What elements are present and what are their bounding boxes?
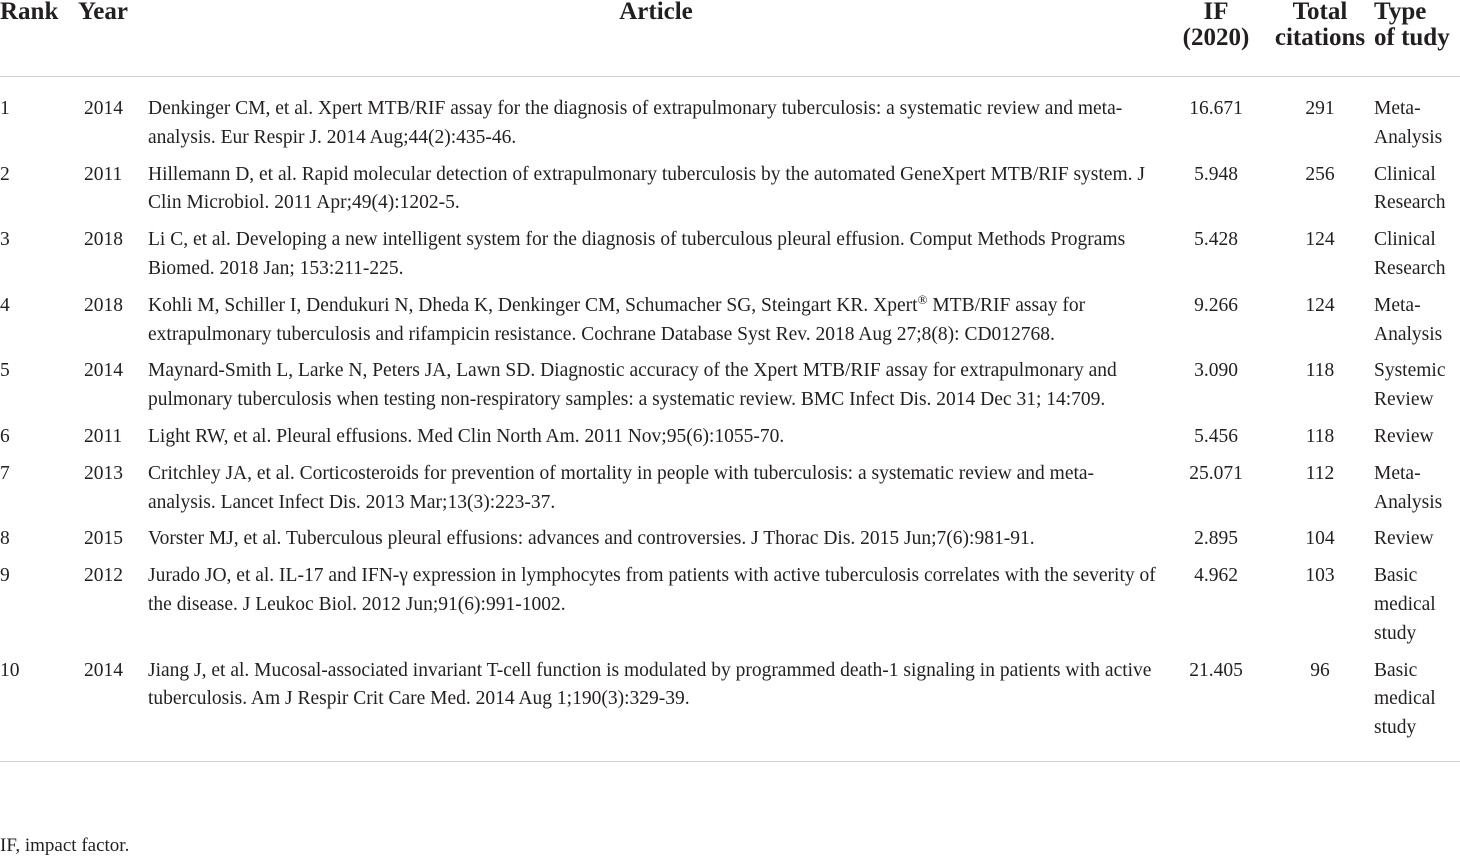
cell-article: Jiang J, et al. Mucosal-associated invariant T-cell function is modulated by programmed death-1 signaling in patients with active tuberculosis. Am J Respir Crit Care Med. 2014 Aug 1;190(3):329-39. <box>148 657 1164 762</box>
cell-rank: 4 <box>0 294 10 316</box>
cell-article: Light RW, et al. Pleural effusions. Med Clin North Am. 2011 Nov;95(6):1055-70. <box>148 425 785 447</box>
cell-impact-factor: 21.405 <box>1164 657 1268 762</box>
article-text-part: MTB/RIF assay for extrapulmonary tuberculosis and rifampicin resistance. Cochrane Database Syst Rev. 2018 Aug 27;8(8): CD012768. <box>148 294 1086 345</box>
header-row <box>0 0 1460 77</box>
table-row <box>0 357 1460 423</box>
cell-impact-factor: 3.090 <box>1194 360 1238 382</box>
header-article: Article <box>148 0 1164 77</box>
cell-type-of-study: Basic medical study <box>1372 657 1460 762</box>
cell-rank: 10 <box>0 657 70 762</box>
cell-total-citations: 118 <box>1305 360 1335 382</box>
header-impact-factor: IF (2020) <box>1164 0 1268 77</box>
cell-article: Critchley JA, et al. Corticosteroids for prevention of mortality in people with tuberculosis: a systematic review and meta-analysis. Lancet Infect Dis. 2013 Mar;13(3):223-37. <box>148 462 1095 513</box>
cell-impact-factor: 4.962 <box>1194 565 1238 587</box>
table-row <box>0 423 1460 460</box>
cell-type-of-study: Review <box>1374 425 1434 447</box>
header-year: Year <box>70 0 148 77</box>
cell-impact-factor: 16.671 <box>1189 98 1243 119</box>
cell-type-of-study: Meta-Analysis <box>1374 294 1443 345</box>
table-row <box>0 657 1460 762</box>
cell-total-citations: 256 <box>1305 163 1335 185</box>
table-row <box>0 161 1460 227</box>
cell-type-of-study: Review <box>1374 528 1434 550</box>
header-rank: Rank <box>0 0 70 77</box>
cell-rank: 1 <box>0 98 10 119</box>
table-row <box>0 292 1460 358</box>
table-row <box>0 562 1460 656</box>
cell-rank: 6 <box>0 425 10 447</box>
cell-type-of-study: Clinical Research <box>1374 163 1446 214</box>
registered-mark: ® <box>917 291 928 307</box>
cell-impact-factor: 25.071 <box>1189 462 1243 484</box>
header-total-citations: Total citations <box>1268 0 1372 77</box>
cell-article <box>148 292 1164 358</box>
cell-article: Jurado JO, et al. IL-17 and IFN-γ expression in lymphocytes from patients with active tuberculosis correlates with the severity of the disease. J Leukoc Biol. 2012 Jun;91(6):991-1002. <box>148 565 1156 615</box>
table-row <box>0 525 1460 562</box>
cell-impact-factor: 5.456 <box>1194 425 1238 447</box>
cell-article: Hillemann D, et al. Rapid molecular detection of extrapulmonary tuberculosis by the automated GeneXpert MTB/RIF system. J Clin Microbiol. 2011 Apr;49(4):1202-5. <box>148 163 1145 214</box>
table-row <box>0 77 1460 161</box>
cell-type-of-study: Systemic Review <box>1374 360 1446 411</box>
cell-rank: 3 <box>0 229 10 251</box>
cell-type-of-study: Meta-Analysis <box>1374 462 1443 513</box>
cell-total-citations: 291 <box>1305 98 1335 119</box>
cell-year: 2015 <box>84 528 123 550</box>
cell-total-citations: 112 <box>1305 462 1335 484</box>
cell-year: 2014 <box>84 98 123 119</box>
cell-total-citations: 96 <box>1268 657 1372 762</box>
cell-article: Denkinger CM, et al. Xpert MTB/RIF assay for the diagnosis of extrapulmonary tuberculosis: a systematic review and meta-analysis. Eur Respir J. 2014 Aug;44(2):435-46. <box>148 98 1123 148</box>
cell-rank: 7 <box>0 462 10 484</box>
cell-year: 2018 <box>84 294 123 316</box>
cell-year: 2014 <box>84 360 123 382</box>
cell-total-citations: 103 <box>1305 565 1335 587</box>
cell-total-citations: 124 <box>1305 294 1335 316</box>
cell-impact-factor: 2.895 <box>1194 528 1238 550</box>
cell-rank: 9 <box>0 565 10 587</box>
article-text-part: Kohli M, Schiller I, Dendukuri N, Dheda K, Denkinger CM, Schumacher SG, Steingart KR. Xpert <box>148 294 918 316</box>
cell-rank: 8 <box>0 528 10 550</box>
cell-rank: 5 <box>0 360 10 382</box>
cell-year: 2014 <box>70 657 148 762</box>
cell-article: Vorster MJ, et al. Tuberculous pleural effusions: advances and controversies. J Thorac Dis. 2015 Jun;7(6):981-91. <box>148 528 1035 550</box>
cell-year: 2012 <box>84 565 123 587</box>
cell-impact-factor: 9.266 <box>1194 294 1238 316</box>
table-row <box>0 226 1460 292</box>
cell-impact-factor: 5.948 <box>1194 163 1238 185</box>
table-footnote: IF, impact factor. <box>0 835 130 856</box>
cell-year: 2011 <box>84 425 123 447</box>
table-row <box>0 460 1460 526</box>
cell-total-citations: 104 <box>1305 528 1335 550</box>
cell-type-of-study: Basic medical study <box>1374 565 1436 644</box>
cell-type-of-study: Clinical Research <box>1374 229 1446 279</box>
cell-year: 2013 <box>84 462 123 484</box>
cell-year: 2011 <box>84 163 123 185</box>
cell-impact-factor: 5.428 <box>1194 229 1238 251</box>
cell-year: 2018 <box>84 229 123 251</box>
cell-article: Maynard-Smith L, Larke N, Peters JA, Lawn SD. Diagnostic accuracy of the Xpert MTB/RIF assay for extrapulmonary and pulmonary tuberculosis when testing non-respiratory samples: a systematic review. BMC Infect Dis. 2014 Dec 31; 14:709. <box>148 360 1117 411</box>
cell-rank: 2 <box>0 163 10 185</box>
cell-article: Li C, et al. Developing a new intelligent system for the diagnosis of tuberculous pleural effusion. Comput Methods Programs Biomed. 2018 Jan; 153:211-225. <box>148 229 1126 279</box>
cell-type-of-study: Meta-Analysis <box>1374 98 1443 148</box>
cell-total-citations: 118 <box>1305 425 1335 447</box>
header-type-of-study: Type of tudy <box>1372 0 1460 77</box>
cell-total-citations: 124 <box>1305 229 1335 251</box>
